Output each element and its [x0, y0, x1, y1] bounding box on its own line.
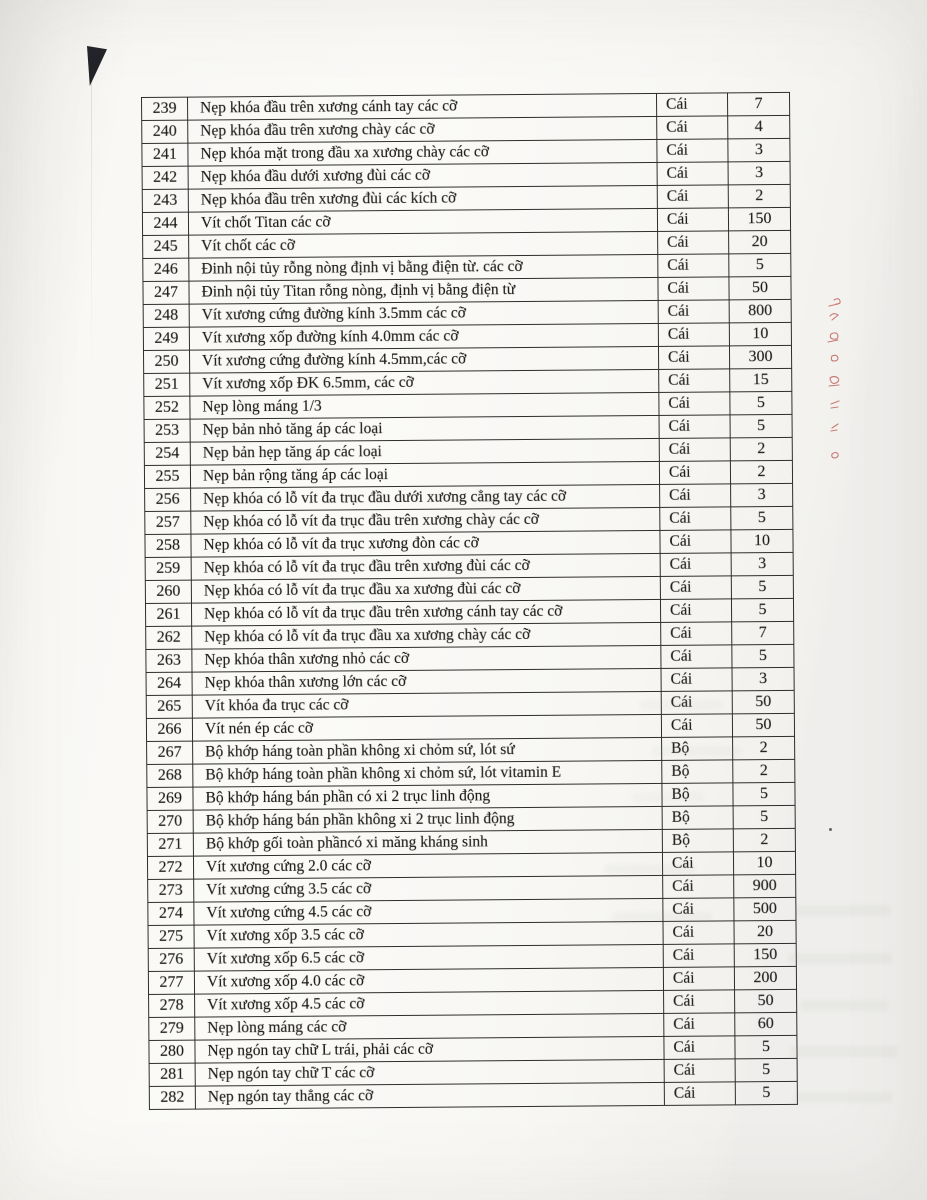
unit-cell: Cái: [657, 162, 728, 186]
quantity-cell: 5: [731, 575, 793, 598]
row-number-cell: 267: [147, 741, 193, 764]
item-description-cell: Nẹp khóa có lỗ vít đa trục xương đòn các cỡ: [191, 530, 660, 557]
unit-cell: Bộ: [662, 829, 733, 853]
row-number-cell: 269: [147, 787, 193, 810]
item-description-cell: Nẹp bản nhỏ tăng áp các loại: [190, 415, 659, 442]
quantity-cell: 3: [731, 483, 793, 506]
unit-cell: Bộ: [662, 760, 733, 784]
bleed-through-ghost: [795, 905, 890, 916]
unit-cell: Cái: [661, 691, 732, 715]
unit-cell: Cái: [659, 415, 730, 439]
row-number-cell: 261: [145, 603, 191, 626]
unit-cell: Cái: [660, 576, 731, 600]
row-number-cell: 248: [143, 304, 189, 327]
item-description-cell: Nẹp khóa có lỗ vít đa trục đầu trên xương đùi các cỡ: [191, 553, 660, 580]
quantity-cell: 2: [733, 736, 795, 759]
unit-cell: Cái: [664, 990, 735, 1014]
quantity-cell: 2: [730, 437, 792, 460]
item-description-cell: Bộ khớp háng bán phần có xi 2 trục linh động: [193, 783, 662, 810]
unit-cell: Cái: [663, 898, 734, 922]
item-description-cell: Đinh nội tủy Titan rỗng nòng, định vị bằng điện từ: [189, 277, 658, 304]
row-number-cell: 253: [144, 419, 190, 442]
item-description-cell: Vít xương cứng 3.5 các cỡ: [194, 875, 663, 902]
quantity-cell: 800: [729, 299, 791, 322]
row-number-cell: 257: [145, 511, 191, 534]
unit-cell: Cái: [664, 1082, 735, 1106]
quantity-cell: 2: [733, 828, 795, 851]
quantity-cell: 150: [734, 943, 796, 966]
row-number-cell: 268: [147, 764, 193, 787]
unit-cell: Cái: [657, 208, 728, 232]
item-description-cell: Nẹp khóa mặt trong đầu xa xương chày các cỡ: [188, 139, 657, 166]
unit-cell: Cái: [664, 1059, 735, 1083]
item-description-cell: Vít nén ép các cỡ: [192, 714, 661, 741]
unit-cell: Cái: [663, 967, 734, 991]
row-number-cell: 263: [146, 649, 192, 672]
row-number-cell: 281: [149, 1063, 195, 1086]
unit-cell: Cái: [658, 346, 729, 370]
items-table-body: [142, 92, 798, 1109]
item-description-cell: Vít xương xốp ĐK 6.5mm, các cỡ: [190, 369, 659, 396]
scan-corner-artifact: [87, 46, 107, 86]
item-description-cell: Nẹp khóa thân xương lớn các cỡ: [192, 668, 661, 695]
quantity-cell: 500: [734, 897, 796, 920]
unit-cell: Cái: [657, 116, 728, 140]
quantity-cell: 20: [729, 230, 791, 253]
quantity-cell: 50: [735, 989, 797, 1012]
quantity-cell: 4: [728, 115, 790, 138]
row-number-cell: 249: [143, 327, 189, 350]
item-description-cell: Vít xương xốp đường kính 4.0mm các cỡ: [189, 323, 658, 350]
unit-cell: Cái: [657, 139, 728, 163]
unit-cell: Cái: [660, 507, 731, 531]
item-description-cell: Vít chốt Titan các cỡ: [188, 208, 657, 235]
quantity-cell: 200: [734, 966, 796, 989]
row-number-cell: 258: [145, 534, 191, 557]
row-number-cell: 260: [145, 580, 191, 603]
unit-cell: Cái: [662, 852, 733, 876]
item-description-cell: Nẹp lòng máng 1/3: [190, 392, 659, 419]
ink-dot-artifact: [829, 828, 832, 831]
item-description-cell: Nẹp khóa đầu trên xương đùi các kích cỡ: [188, 185, 657, 212]
quantity-cell: 5: [735, 1058, 797, 1081]
item-description-cell: Nẹp khóa đầu trên xương chày các cỡ: [188, 116, 657, 143]
unit-cell: Cái: [658, 300, 729, 324]
quantity-cell: 2: [730, 460, 792, 483]
item-description-cell: Vít khóa đa trục các cỡ: [192, 691, 661, 718]
unit-cell: Cái: [659, 392, 730, 416]
unit-cell: Bộ: [662, 737, 733, 761]
quantity-cell: 3: [728, 138, 790, 161]
row-number-cell: 251: [144, 373, 190, 396]
quantity-cell: 50: [732, 713, 794, 736]
unit-cell: Cái: [663, 944, 734, 968]
quantity-cell: 7: [732, 621, 794, 644]
item-description-cell: Bộ khớp háng toàn phần không xi chỏm sứ, lót vitamin E: [193, 760, 662, 787]
row-number-cell: 240: [142, 120, 188, 143]
item-description-cell: Nẹp khóa thân xương nhỏ các cỡ: [192, 645, 661, 672]
unit-cell: Cái: [661, 714, 732, 738]
quantity-cell: 3: [728, 161, 790, 184]
row-number-cell: 254: [144, 442, 190, 465]
quantity-cell: 7: [727, 92, 789, 115]
item-description-cell: Vít xương cứng đường kính 4.5mm,các cỡ: [189, 346, 658, 373]
item-description-cell: Vít xương cứng đường kính 3.5mm các cỡ: [189, 300, 658, 327]
bleed-through-ghost: [632, 792, 704, 802]
quantity-cell: 3: [731, 552, 793, 575]
item-description-cell: Nẹp khóa có lỗ vít đa trục đầu trên xương cánh tay các cỡ: [191, 599, 660, 626]
quantity-cell: 3: [732, 667, 794, 690]
quantity-cell: 10: [731, 529, 793, 552]
row-number-cell: 255: [144, 465, 190, 488]
item-description-cell: Nẹp bản rộng tăng áp các loại: [190, 461, 659, 488]
quantity-cell: 5: [730, 391, 792, 414]
row-number-cell: 274: [148, 902, 194, 925]
item-description-cell: Bộ khớp háng bán phần không xi 2 trục linh động: [193, 806, 662, 833]
bleed-through-ghost: [790, 1046, 898, 1057]
item-description-cell: Nẹp khóa có lỗ vít đa trục đầu dưới xương cẳng tay các cỡ: [191, 484, 660, 511]
unit-cell: Cái: [659, 438, 730, 462]
item-description-cell: Vít xương xốp 4.0 các cỡ: [194, 967, 663, 994]
unit-cell: Cái: [661, 668, 732, 692]
row-number-cell: 266: [146, 718, 192, 741]
unit-cell: Cái: [658, 254, 729, 278]
unit-cell: Cái: [661, 645, 732, 669]
item-description-cell: Vít chốt các cỡ: [189, 231, 658, 258]
item-description-cell: Bộ khớp háng toàn phần không xi chỏm sứ, lót sứ: [193, 737, 662, 764]
row-number-cell: 245: [143, 235, 189, 258]
row-number-cell: 252: [144, 396, 190, 419]
quantity-cell: 5: [735, 1081, 797, 1104]
item-description-cell: Đinh nội tủy rỗng nòng định vị bằng điện từ. các cỡ: [189, 254, 658, 281]
row-number-cell: 265: [146, 695, 192, 718]
item-description-cell: Vít xương cứng 2.0 các cỡ: [193, 852, 662, 879]
item-description-cell: Nẹp ngón tay chữ T các cỡ: [195, 1059, 664, 1086]
row-number-cell: 250: [143, 350, 189, 373]
quantity-cell: 5: [733, 805, 795, 828]
row-number-cell: 244: [142, 212, 188, 235]
row-number-cell: 279: [149, 1017, 195, 1040]
quantity-cell: 5: [733, 782, 795, 805]
row-number-cell: 272: [147, 856, 193, 879]
quantity-cell: 10: [733, 851, 795, 874]
row-number-cell: 247: [143, 281, 189, 304]
quantity-cell: 900: [734, 874, 796, 897]
row-number-cell: 270: [147, 810, 193, 833]
item-description-cell: Vít xương xốp 3.5 các cỡ: [194, 921, 663, 948]
unit-cell: Cái: [660, 484, 731, 508]
item-description-cell: Nẹp khóa có lỗ vít đa trục đầu trên xương chày các cỡ: [191, 507, 660, 534]
unit-cell: Cái: [660, 599, 731, 623]
quantity-cell: 300: [729, 345, 791, 368]
item-description-cell: Nẹp khóa có lỗ vít đa trục đầu xa xương đùi các cỡ: [191, 576, 660, 603]
item-description-cell: Nẹp bản hẹp tăng áp các loại: [190, 438, 659, 465]
row-number-cell: 282: [149, 1086, 195, 1109]
quantity-cell: 5: [731, 506, 793, 529]
item-description-cell: Nẹp ngón tay chữ L trái, phải các cỡ: [195, 1036, 664, 1063]
item-description-cell: Vít xương xốp 6.5 các cỡ: [194, 944, 663, 971]
quantity-cell: 20: [734, 920, 796, 943]
row-number-cell: 239: [142, 97, 188, 120]
row-number-cell: 256: [145, 488, 191, 511]
row-number-cell: 275: [148, 925, 194, 948]
bleed-through-ghost: [788, 953, 892, 964]
quantity-cell: 150: [728, 207, 790, 230]
item-description-cell: Bộ khớp gối toàn phầncó xi măng kháng sinh: [193, 829, 662, 856]
unit-cell: Bộ: [662, 783, 733, 807]
red-handwriting-mark: [820, 296, 846, 476]
quantity-cell: 10: [729, 322, 791, 345]
item-description-cell: Nẹp khóa có lỗ vít đa trục đầu xa xương chày các cỡ: [192, 622, 661, 649]
table-row: [149, 1081, 797, 1109]
bleed-through-ghost: [612, 912, 712, 923]
quantity-cell: 50: [729, 276, 791, 299]
bleed-through-ghost: [652, 746, 742, 756]
item-description-cell: Nẹp ngón tay thẳng các cỡ: [195, 1082, 664, 1109]
quantity-cell: 5: [735, 1035, 797, 1058]
bleed-through-ghost: [604, 864, 696, 875]
unit-cell: Bộ: [662, 806, 733, 830]
unit-cell: Cái: [661, 622, 732, 646]
row-number-cell: 259: [145, 557, 191, 580]
unit-cell: Cái: [659, 461, 730, 485]
unit-cell: Cái: [656, 93, 727, 117]
unit-cell: Cái: [660, 530, 731, 554]
item-description-cell: Nẹp lòng máng các cỡ: [195, 1013, 664, 1040]
row-number-cell: 243: [142, 189, 188, 212]
unit-cell: Cái: [663, 921, 734, 945]
item-description-cell: Nẹp khóa đầu trên xương cánh tay các cỡ: [188, 93, 657, 120]
unit-cell: Cái: [659, 369, 730, 393]
unit-cell: Cái: [657, 185, 728, 209]
quantity-cell: 2: [728, 184, 790, 207]
item-description-cell: Vít xương cứng 4.5 các cỡ: [194, 898, 663, 925]
quantity-cell: 50: [732, 690, 794, 713]
supplies-table: [141, 92, 798, 1110]
row-number-cell: 271: [147, 833, 193, 856]
item-description-cell: Vít xương xốp 4.5 các cỡ: [195, 990, 664, 1017]
row-number-cell: 242: [142, 166, 188, 189]
unit-cell: Cái: [664, 1036, 735, 1060]
quantity-cell: 5: [732, 644, 794, 667]
row-number-cell: 264: [146, 672, 192, 695]
row-number-cell: 246: [143, 258, 189, 281]
unit-cell: Cái: [658, 231, 729, 255]
quantity-cell: 5: [730, 414, 792, 437]
quantity-cell: 5: [731, 598, 793, 621]
row-number-cell: 273: [148, 879, 194, 902]
unit-cell: Cái: [660, 553, 731, 577]
unit-cell: Cái: [664, 1013, 735, 1037]
quantity-cell: 2: [733, 759, 795, 782]
unit-cell: Cái: [658, 323, 729, 347]
row-number-cell: 280: [149, 1040, 195, 1063]
page-edge-line: [91, 60, 92, 380]
unit-cell: Cái: [663, 875, 734, 899]
bleed-through-ghost: [794, 1092, 892, 1103]
bleed-through-ghost: [640, 700, 722, 710]
item-description-cell: Nẹp khóa đầu dưới xương đùi các cỡ: [188, 162, 657, 189]
unit-cell: Cái: [658, 277, 729, 301]
row-number-cell: 277: [148, 971, 194, 994]
quantity-cell: 5: [729, 253, 791, 276]
row-number-cell: 276: [148, 948, 194, 971]
row-number-cell: 241: [142, 143, 188, 166]
quantity-cell: 15: [730, 368, 792, 391]
quantity-cell: 60: [735, 1012, 797, 1035]
bleed-through-ghost: [800, 1000, 888, 1011]
row-number-cell: 278: [149, 994, 195, 1017]
row-number-cell: 262: [146, 626, 192, 649]
